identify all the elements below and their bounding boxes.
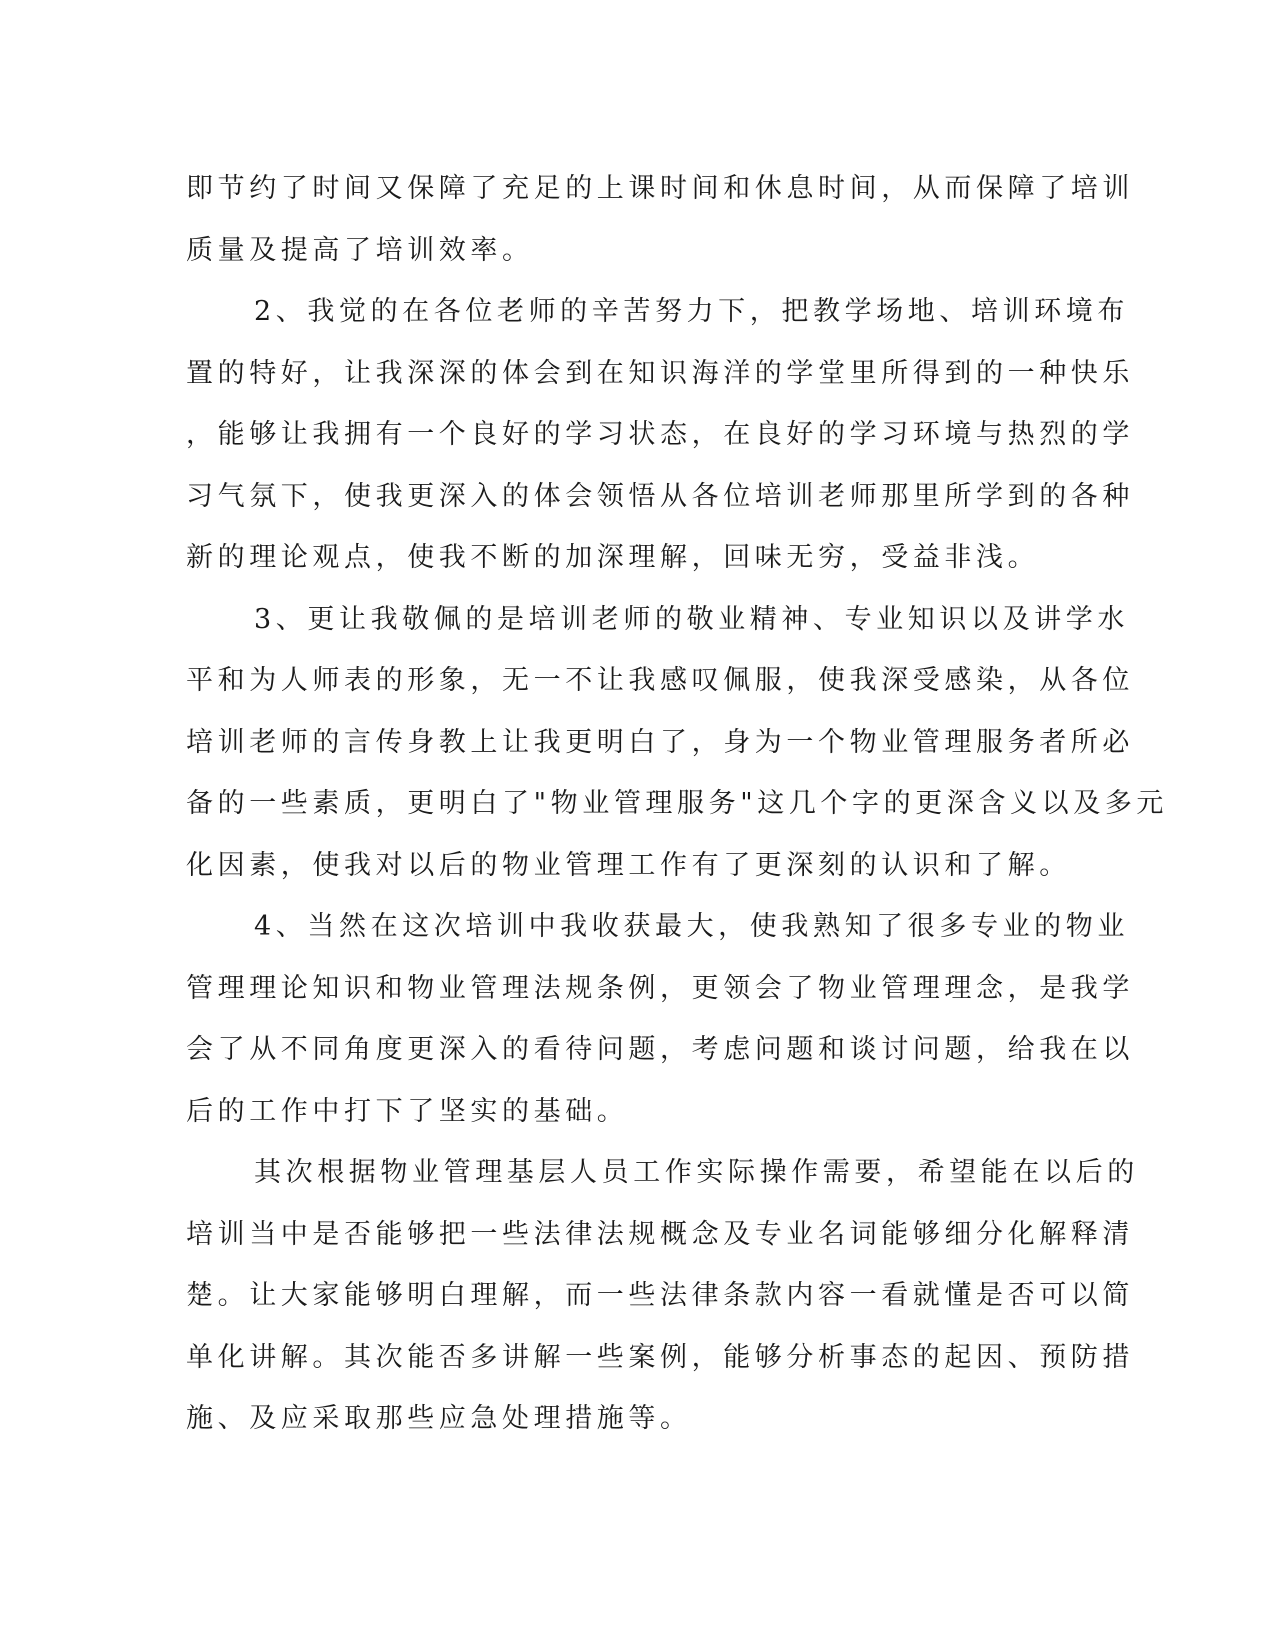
- text-line: 会了从不同角度更深入的看待问题，考虑问题和谈讨问题，给我在以: [186, 1034, 1134, 1065]
- text-line: 楚。让大家能够明白理解，而一些法律条款内容一看就懂是否可以简: [186, 1280, 1134, 1311]
- text-line: 4、当然在这次培训中我收获最大，使我熟知了很多专业的物业: [254, 911, 1129, 942]
- document-body: [186, 158, 1169, 1450]
- text-line: 施、及应采取那些应急处理措施等。: [186, 1403, 692, 1434]
- text-line: 后的工作中打下了坚实的基础。: [186, 1095, 629, 1127]
- paragraph-suggestions: [186, 1142, 1139, 1450]
- text-line: 即节约了时间又保障了充足的上课时间和休息时间，从而保障了培训: [186, 173, 1134, 204]
- text-line: 平和为人师表的形象，无一不让我感叹佩服，使我深受感染，从各位: [186, 665, 1134, 696]
- text-line: 化因素，使我对以后的物业管理工作有了更深刻的认识和了解。: [186, 849, 1071, 881]
- paragraph-point-2: [186, 281, 1134, 589]
- paragraph-intro-continued: [186, 158, 1134, 281]
- text-line: 新的理论观点，使我不断的加深理解，回味无穷，受益非浅。: [186, 542, 1040, 573]
- text-line: 3、更让我敬佩的是培训老师的敬业精神、专业知识以及讲学水: [254, 603, 1129, 635]
- text-line: 备的一些素质，更明白了"物业管理服务"这几个字的更深含义以及多元: [186, 788, 1169, 819]
- text-line: 习气氛下，使我更深入的体会领悟从各位培训老师那里所学到的各种: [186, 480, 1134, 512]
- text-line: 2、我觉的在各位老师的辛苦努力下，把教学场地、培训环境布: [254, 296, 1129, 327]
- text-line: 培训老师的言传身教上让我更明白了，身为一个物业管理服务者所必: [186, 726, 1134, 758]
- paragraph-point-4: [186, 896, 1134, 1142]
- text-line: 质量及提高了培训效率。: [186, 234, 534, 266]
- paragraph-point-3: [186, 589, 1169, 897]
- text-line: ，能够让我拥有一个良好的学习状态，在良好的学习环境与热烈的学: [186, 419, 1134, 450]
- text-line: 单化讲解。其次能否多讲解一些案例，能够分析事态的起因、预防措: [186, 1341, 1134, 1373]
- text-line: 管理理论知识和物业管理法规条例，更领会了物业管理理念，是我学: [186, 972, 1134, 1004]
- text-line: 培训当中是否能够把一些法律法规概念及专业名词能够细分化解释清: [186, 1218, 1134, 1250]
- text-line: 置的特好，让我深深的体会到在知识海洋的学堂里所得到的一种快乐: [186, 357, 1134, 389]
- text-line: 其次根据物业管理基层人员工作实际操作需要，希望能在以后的: [254, 1157, 1139, 1188]
